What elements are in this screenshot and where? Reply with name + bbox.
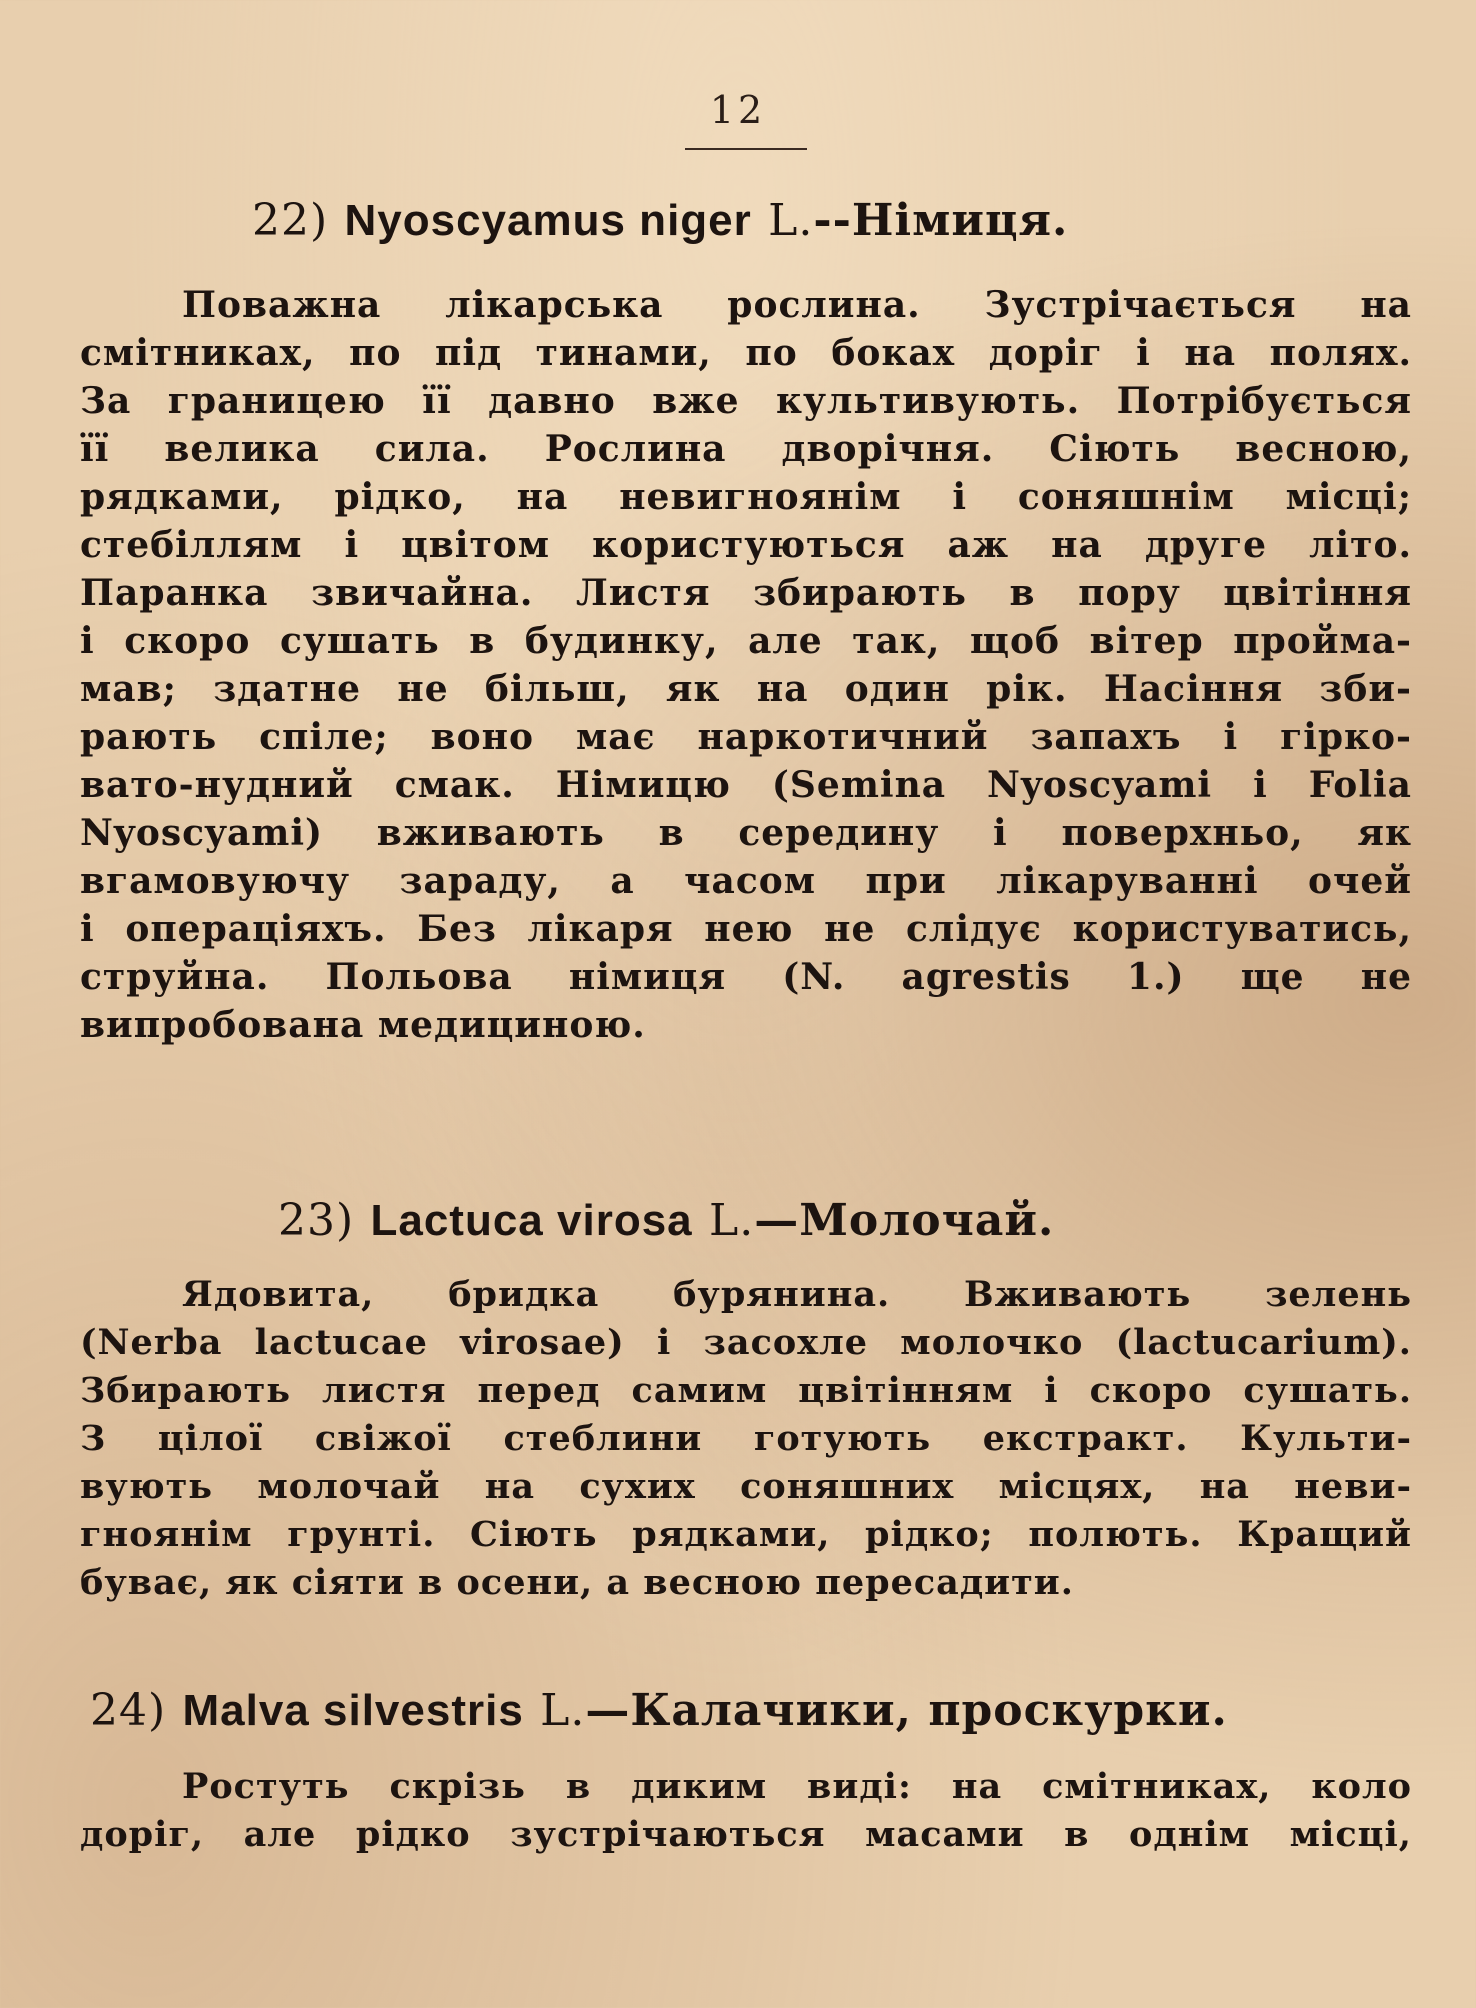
page-number-rule [685, 148, 807, 150]
text-line: вують молочай на сухих соняшних місцях, на неви- [80, 1466, 1412, 1507]
text-line: і скоро сушать в будинку, але так, щоб вітер пройма- [80, 620, 1412, 662]
text-line: Паранка звичайна. Листя збирають в пору цвітіння [80, 572, 1412, 614]
section-body-22 [80, 281, 1412, 1049]
text-line: Збирають листя перед самим цвітінням і скоро сушать. [80, 1370, 1412, 1411]
text-line: вато-нудний смак. Німицю (Semina Nyoscyami і Folia [80, 764, 1412, 806]
text-line: рядками, рідко, на невигноянім і соняшнім місці; [80, 476, 1412, 518]
latin-name: Malva silvestris [182, 1686, 524, 1735]
text-line: буває, як сіяти в осени, а весною пересадити. [80, 1562, 1074, 1603]
text-line: її велика сила. Рослина дворічня. Сіють весною, [80, 428, 1412, 470]
text-line: Nyoscyami) вживають в середину і поверхньо, як [80, 812, 1412, 854]
latin-name: Nyoscyamus niger [344, 196, 752, 245]
text-line: Ядовита, бридка бурянина. Вживають зелень [182, 1274, 1412, 1315]
text-line: струйна. Польова німиця (N. agrestis 1.) ще не [80, 956, 1412, 998]
text-line: За границею її давно вже культивують. Потрібується [80, 380, 1412, 422]
common-name: —Калачики, проскурки. [585, 1685, 1228, 1736]
latin-name: Lactuca virosa [370, 1196, 693, 1245]
text-line: Ростуть скрізь в диким виді: на смітниках, коло [182, 1766, 1412, 1807]
text-line: мав; здатне не більш, як на один рік. Насіння зби- [80, 668, 1412, 710]
section-heading-22 [80, 195, 1476, 246]
page-number: 12 [709, 88, 767, 132]
text-line: випробована медициною. [80, 1004, 646, 1046]
section-heading-23 [80, 1195, 1476, 1246]
text-line: і операціяхъ. Без лікаря нею не слідує користуватись, [80, 908, 1412, 950]
section-body-23 [80, 1271, 1412, 1607]
text-line: Поважна лікарська рослина. Зустрічається на [182, 284, 1412, 326]
text-line: доріг, але рідко зустрічаються масами в однім місці, [80, 1814, 1412, 1855]
text-line: З цілої свіжої стеблини готують екстракт. Культи- [80, 1418, 1412, 1459]
section-number: 23) [278, 1195, 355, 1246]
section-heading-24 [80, 1685, 1430, 1736]
text-line: смітниках, по під тинами, по боках доріг і на полях. [80, 332, 1412, 374]
text-line: стебіллям і цвітом користуються аж на друге літо. [80, 524, 1412, 566]
author-abbrev: L. [708, 1195, 755, 1246]
section-number: 22) [252, 195, 329, 246]
author-abbrev: L. [768, 195, 814, 246]
section-number: 24) [90, 1685, 167, 1736]
section-body-24 [80, 1763, 1412, 1859]
common-name: --Німиця. [813, 195, 1069, 246]
text-line: гноянім грунті. Сіють рядками, рідко; полють. Кращий [80, 1514, 1412, 1555]
common-name: —Молочай. [754, 1195, 1055, 1246]
text-line: (Nerba lactucae virosae) і засохле молочко (lactucarium). [80, 1322, 1412, 1363]
text-line: вгамовуючу зараду, а часом при лікаруванні очей [80, 860, 1412, 902]
text-line: рають спіле; воно має наркотичний запахъ і гірко- [80, 716, 1412, 758]
author-abbrev: L. [540, 1685, 586, 1736]
